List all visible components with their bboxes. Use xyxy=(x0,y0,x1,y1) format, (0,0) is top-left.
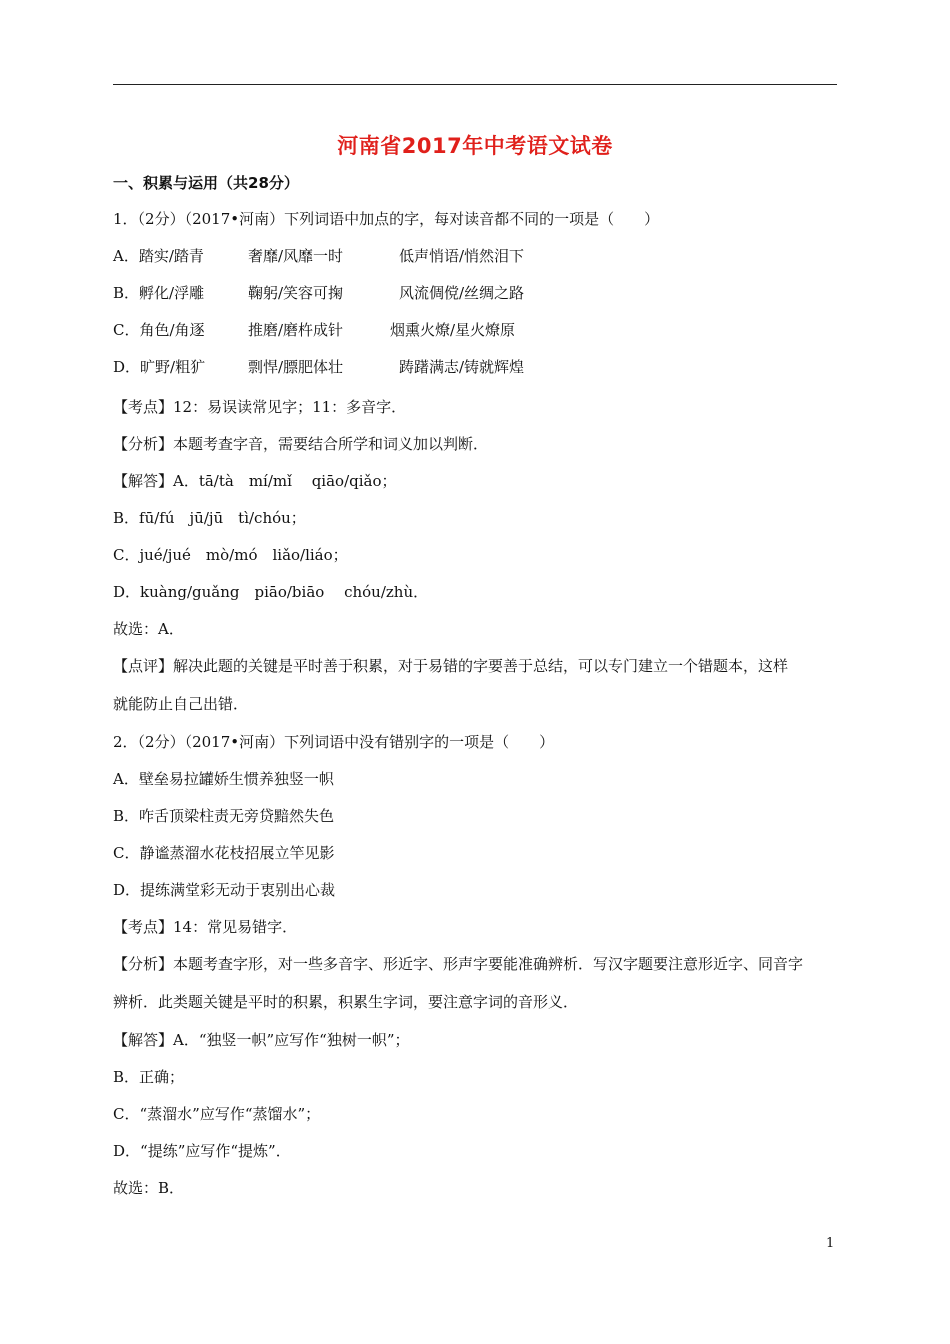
question-1-stem: 1．（2分）（2017•河南）下列词语中加点的字，每对读音都不同的一项是（ ） xyxy=(113,210,660,228)
document-title: 河南省2017年中考语文试卷 xyxy=(337,134,613,158)
q1-jieda-b: B．fū/fú jū/jū tì/chóu； xyxy=(113,509,306,527)
q2-fenxi-line1: 【分析】本题考查字形，对一些多音字、形近字、形声字要能准确辨析．写汉字题要注意形近字、同音字 xyxy=(113,955,804,973)
q2-option-a: A．壁垒易拉罐娇生惯养独竖一帜 xyxy=(113,770,334,788)
q2-fenxi-line2: 辨析．此类题关键是平时的积累，积累生字词，要注意字词的音形义． xyxy=(113,993,579,1011)
q2-kaodian: 【考点】14：常见易错字． xyxy=(113,918,298,936)
q1-kaodian: 【考点】12：易误读常见字；11：多音字． xyxy=(113,398,407,416)
option-word-2: 奢靡/风靡一时 xyxy=(248,247,344,265)
q2-answer: 故选：B． xyxy=(113,1179,185,1197)
q2-jieda-b: B．正确； xyxy=(113,1068,185,1086)
option-word-3: 踌躇满志/铸就辉煌 xyxy=(399,358,525,376)
q1-dianping-line2: 就能防止自己出错． xyxy=(113,695,249,713)
option-word-1: D．旷野/粗犷 xyxy=(113,358,206,376)
option-word-1: B．孵化/浮雕 xyxy=(113,284,205,302)
q2-option-c: C．静谧蒸溜水花枝招展立竿见影 xyxy=(113,844,335,862)
q1-answer: 故选：A． xyxy=(113,620,184,638)
q2-jieda-d: D．“提练”应写作“提炼”． xyxy=(113,1142,291,1160)
question-2-stem: 2．（2分）（2017•河南）下列词语中没有错别字的一项是（ ） xyxy=(113,733,555,751)
option-word-3: 低声悄语/悄然泪下 xyxy=(399,247,525,265)
option-word-3: 风流倜傥/丝绸之路 xyxy=(399,284,525,302)
q1-jieda-c: C．jué/jué mò/mó liǎo/liáo； xyxy=(113,546,348,564)
option-word-2: 推磨/磨杵成针 xyxy=(248,321,344,339)
q1-fenxi: 【分析】本题考查字音，需要结合所学和词义加以判断． xyxy=(113,435,489,453)
option-word-3: 烟熏火燎/星火燎原 xyxy=(390,321,516,339)
header-rule xyxy=(113,84,837,85)
page-number: 1 xyxy=(826,1236,835,1251)
option-word-2: 鞠躬/笑容可掬 xyxy=(248,284,344,302)
q2-jieda-c: C．“蒸溜水”应写作“蒸馏水”； xyxy=(113,1105,321,1123)
option-word-1: C．角色/角逐 xyxy=(113,321,205,339)
q2-option-b: B．咋舌顶梁柱责无旁贷黯然失色 xyxy=(113,807,335,825)
section-heading: 一、积累与运用（共28分） xyxy=(113,174,299,192)
q2-option-d: D．提练满堂彩无动于衷别出心裁 xyxy=(113,881,336,899)
option-word-2: 剽悍/膘肥体壮 xyxy=(248,358,344,376)
q1-jieda-a: 【解答】A．tā/tà mí/mǐ qiāo/qiǎo； xyxy=(113,472,397,490)
q1-jieda-d: D．kuàng/guǎng piāo/biāo chóu/zhù． xyxy=(113,583,429,601)
option-word-1: A．踏实/踏青 xyxy=(113,247,204,265)
q2-jieda-a: 【解答】A．“独竖一帜”应写作“独树一帜”； xyxy=(113,1031,410,1049)
q1-dianping-line1: 【点评】解决此题的关键是平时善于积累，对于易错的字要善于总结，可以专门建立一个错题本，这样 xyxy=(113,657,789,675)
